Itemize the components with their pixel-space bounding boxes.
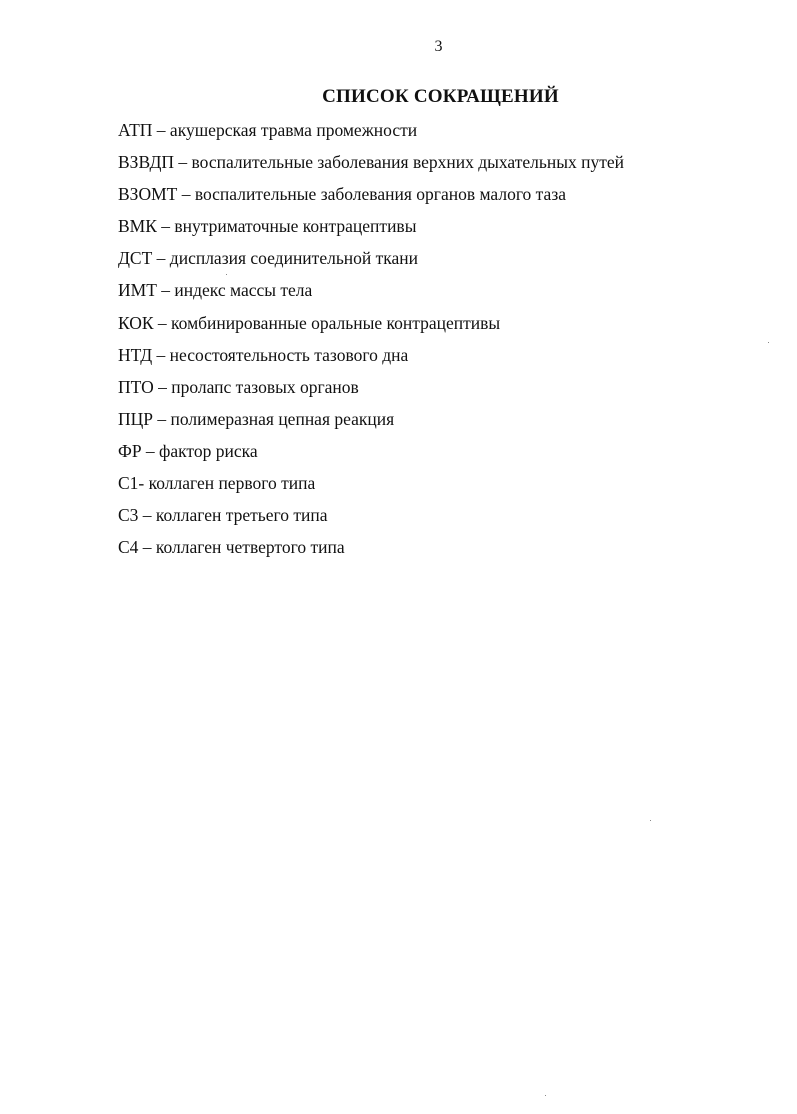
abbreviation-item: С4 – коллаген четвертого типа: [118, 537, 345, 558]
abbreviation-item: КОК – комбинированные оральные контрацептивы: [118, 312, 501, 333]
scan-speck: [226, 274, 227, 275]
abbreviation-item: ИМТ – индекс массы тела: [118, 280, 313, 301]
abbreviation-item: ФР – фактор риска: [118, 440, 258, 461]
abbreviation-item: ВЗОМТ – воспалительные заболевания органов малого таза: [118, 184, 566, 205]
abbreviation-item: ВЗВДП – воспалительные заболевания верхних дыхательных путей: [118, 152, 625, 173]
scan-speck: [768, 342, 769, 343]
page-title: СПИСОК СОКРАЩЕНИЙ: [322, 86, 559, 107]
abbreviation-item: НТД – несостоятельность тазового дна: [118, 344, 409, 365]
page-number: 3: [434, 38, 443, 55]
abbreviation-item: С3 – коллаген третьего типа: [118, 505, 328, 526]
abbreviation-item: ПЦР – полимеразная цепная реакция: [118, 408, 395, 429]
scan-speck: [545, 1095, 546, 1096]
abbreviation-item: АТП – акушерская травма промежности: [118, 120, 418, 140]
abbreviation-item: ПТО – пролапс тазовых органов: [118, 376, 359, 397]
abbreviation-item: С1- коллаген первого типа: [118, 473, 316, 494]
abbreviation-item: ДСТ – дисплазия соединительной ткани: [118, 248, 419, 269]
abbreviation-list: [118, 118, 624, 567]
abbreviation-item: ВМК – внутриматочные контрацептивы: [118, 216, 417, 237]
scan-speck: [650, 820, 651, 821]
